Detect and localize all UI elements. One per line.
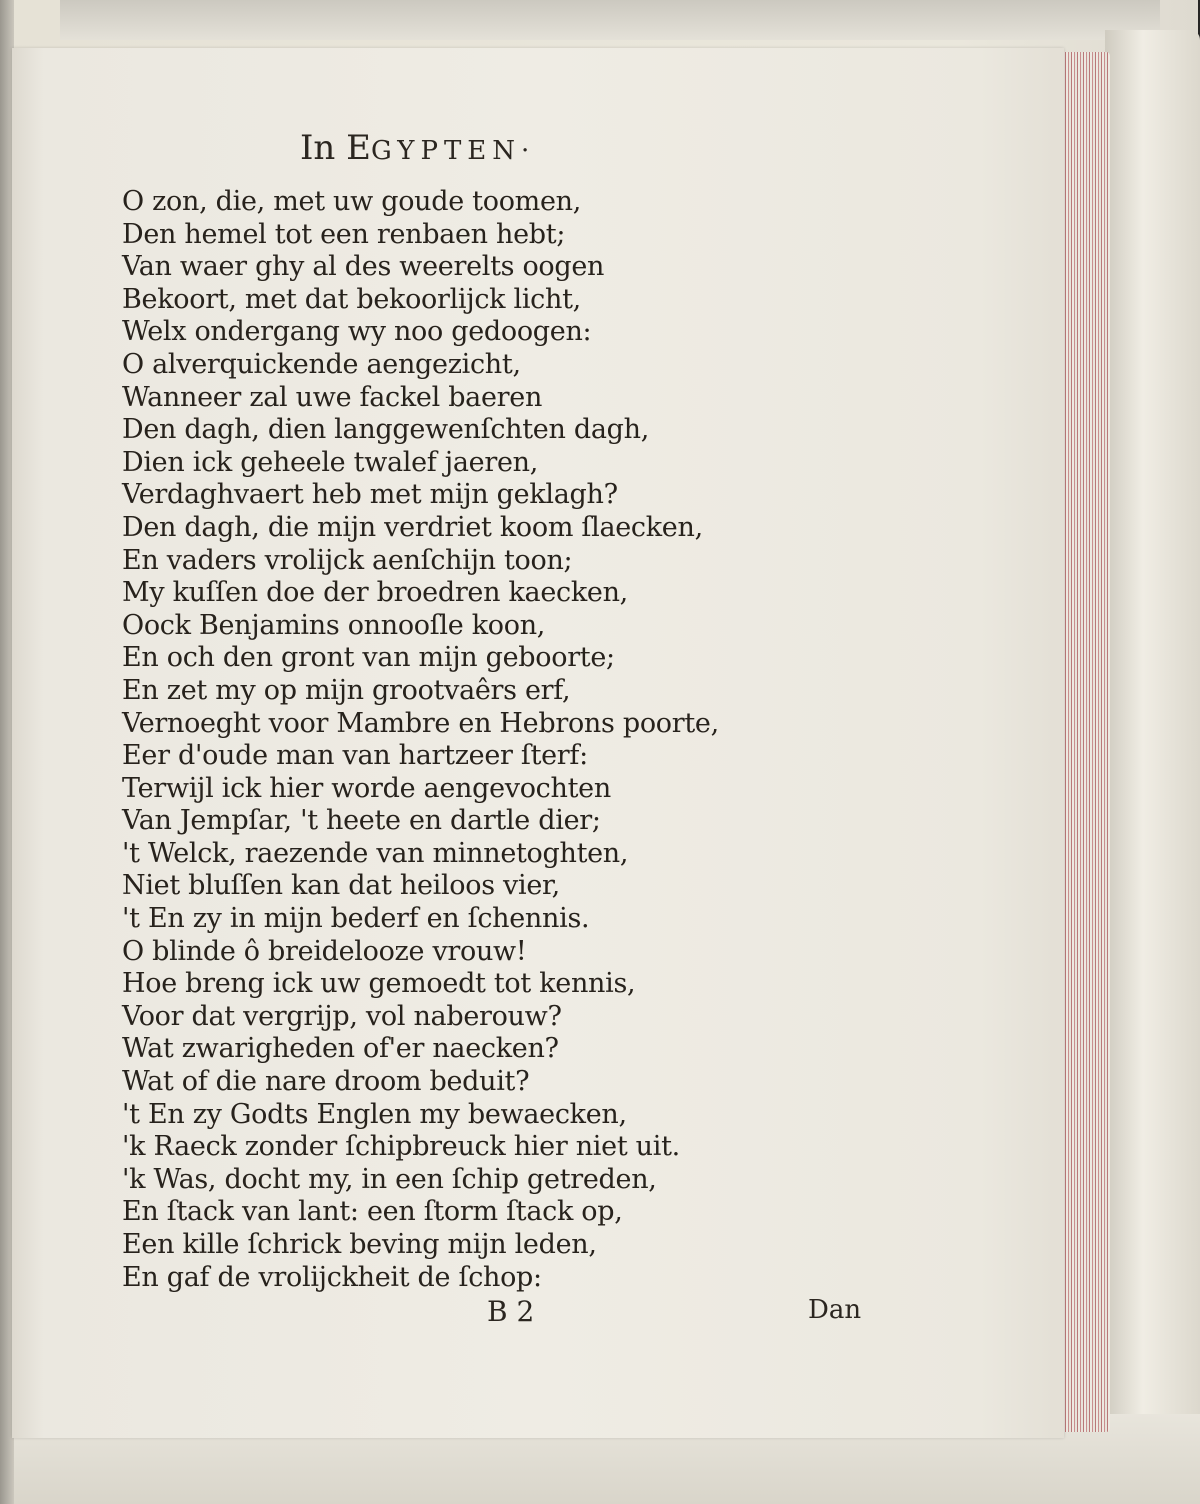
verse-line: Niet bluſſen kan dat heiloos vier, [122, 870, 560, 902]
verse-line: Verdaghvaert heb met mijn geklagh? [122, 479, 618, 511]
verse-line: En gaf de vrolijckheit de ſchop: [122, 1261, 542, 1293]
verse-line: Oock Benjamins onnooſle koon, [122, 609, 546, 641]
cover-top-edge [60, 0, 1160, 40]
verse-line: O alverquickende aengezicht, [122, 348, 521, 380]
verse-line: En ſtack van lant: een ſtorm ſtack op, [122, 1196, 623, 1228]
verse-line: Wat zwarigheden of'er naecken? [122, 1033, 559, 1065]
verse-line: Bekoort, met dat bekoorlijck licht, [122, 283, 581, 315]
signature-mark: B 2 [487, 1295, 535, 1328]
verse-line: Wat of die nare droom beduit? [122, 1066, 530, 1098]
verse-line: Den hemel tot een renbaen hebt; [122, 218, 566, 250]
verse-text [122, 186, 802, 1294]
verse-line: Voor dat vergrijp, vol naberouw? [122, 1000, 562, 1032]
verse-line: Een kille ſchrick beving mijn leden, [122, 1229, 597, 1260]
verse-line: 't Welck, raezende van minnetoghten, [122, 837, 629, 869]
verse-line: Den dagh, dien langgewenſchten dagh, [122, 414, 649, 446]
verse-line: Eer d'oude man van hartzeer ſterf: [122, 740, 588, 772]
cover-right-edge [1105, 30, 1200, 1450]
verse-line: O zon, die, met uw goude toomen, [122, 186, 581, 217]
verse-line: Vernoeght voor Mambre en Hebrons poorte, [122, 707, 719, 739]
verse-line: Van waer ghy al des weerelts oogen [122, 251, 605, 283]
verse-line: Terwijl ick hier worde aengevochten [122, 772, 611, 804]
header-mark: · [521, 136, 536, 166]
verse-line: 't En zy Godts Englen my bewaecken, [122, 1098, 627, 1130]
verse-line: 'k Raeck zonder ſchipbreuck hier niet uit. [122, 1131, 680, 1163]
verse-line: En zet my op mijn grootvaêrs erf, [122, 674, 571, 706]
verse-line: Den dagh, die mijn verdriet koom ſlaecken, [122, 511, 703, 543]
verse-line: En och den gront van mijn geboorte; [122, 642, 615, 674]
verse-line: 'k Was, docht my, in een ſchip getreden, [122, 1163, 657, 1195]
running-header [300, 128, 535, 168]
header-initial: E [346, 128, 371, 168]
page-leaves-edge [1062, 52, 1110, 1432]
verse-line: Van Jempſar, 't heete en dartle dier; [122, 805, 601, 837]
verse-line: Hoe breng ick uw gemoedt tot kennis, [122, 968, 636, 1000]
header-rest: GYPTEN [370, 136, 522, 166]
catchword: Dan [808, 1295, 862, 1325]
verse-line: O blinde ô breidelooze vrouw! [122, 935, 527, 967]
header-prefix: In [300, 128, 336, 168]
verse-line: Wanneer zal uwe fackel baeren [122, 381, 543, 413]
verse-line: Dien ick geheele twalef jaeren, [122, 446, 538, 478]
verse-line: 't En zy in mijn bederf en ſchennis. [122, 903, 590, 935]
verse-line: Welx ondergang wy noo gedoogen: [122, 316, 592, 348]
verse-line: En vaders vrolijck aenſchijn toon; [122, 544, 573, 576]
verse-line: My kuſſen doe der broedren kaecken, [122, 577, 628, 609]
